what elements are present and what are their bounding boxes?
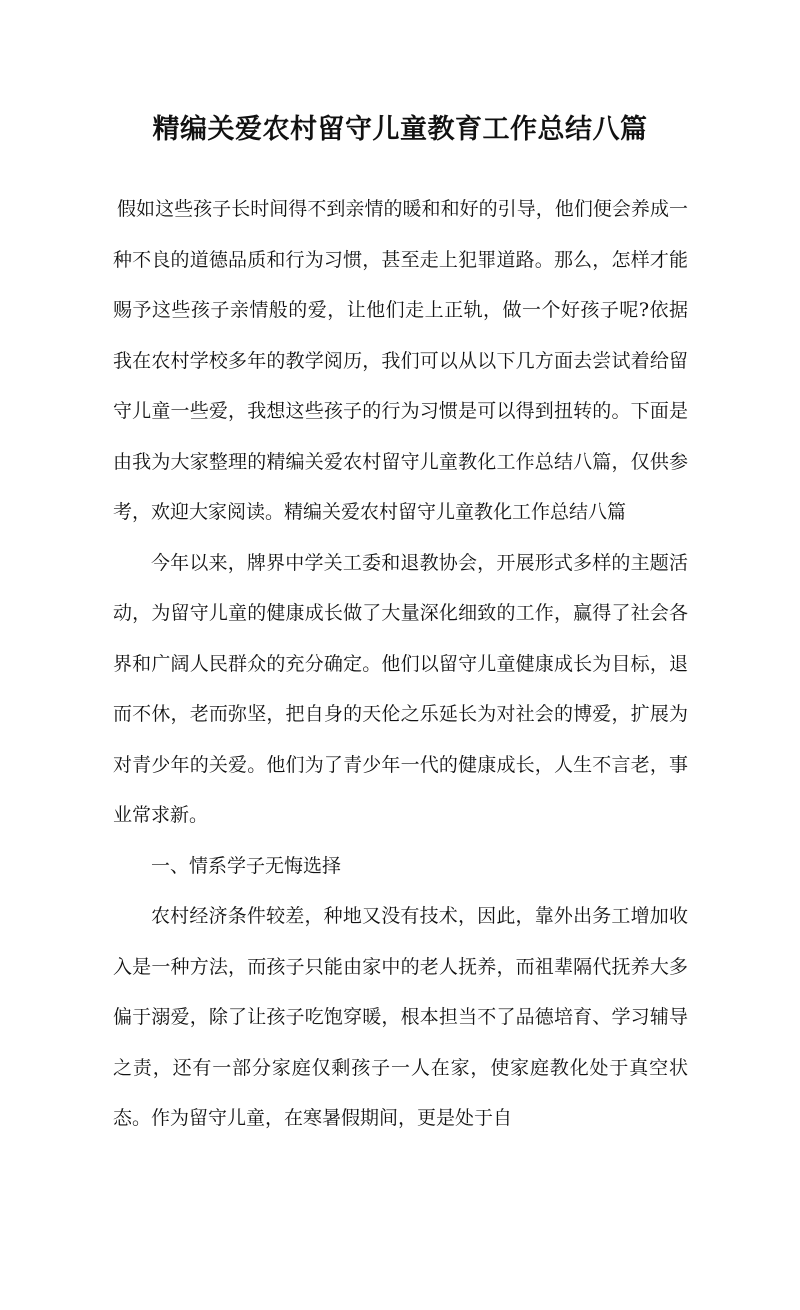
document-title: 精编关爱农村留守儿童教育工作总结八篇 — [152, 114, 648, 145]
section-heading: 一、情系学子无悔选择 — [151, 854, 342, 877]
intro-paragraph: 假如这些孩子长时间得不到亲情的暖和和好的引导，他们便会养成一种不良的道德品质和行为习惯，甚至走上犯罪道路。那么，怎样才能赐予这些孩子亲情般的爱，让他们走上正轨，做一个好孩子呢?依据我在农村学校多年的教学阅历，我们可以从以下几方面去尝试着给留守儿童一些爱，我想这些孩子的行为习惯是可以得到扭转的。下面是由我为大家整理的精编关爱农村留守儿童教化工作总结八篇，仅供参考，欢迎大家阅读。精编关爱农村留守儿童教化工作总结八篇 — [113, 198, 688, 523]
body-paragraph: 今年以来，牌界中学关工委和退教协会，开展形式多样的主题活动，为留守儿童的健康成长做了大量深化细致的工作，赢得了社会各界和广阔人民群众的充分确定。他们以留守儿童健康成长为目标，退而不休，老而弥坚，把自身的天伦之乐延长为对社会的博爱，扩展为对青少年的关爱。他们为了青少年一代的健康成长，人生不言老，事业常求新。 — [113, 551, 688, 826]
document-body — [113, 184, 688, 1144]
body-paragraph: 农村经济条件较差，种地又没有技术，因此，靠外出务工增加收入是一种方法，而孩子只能由家中的老人抚养，而祖辈隔代抚养大多偏于溺爱，除了让孩子吃饱穿暖，根本担当不了品德培育、学习辅导之责，还有一部分家庭仅剩孩子一人在家，使家庭教化处于真空状态。作为留守儿童，在寒暑假期间，更是处于自 — [113, 905, 688, 1129]
